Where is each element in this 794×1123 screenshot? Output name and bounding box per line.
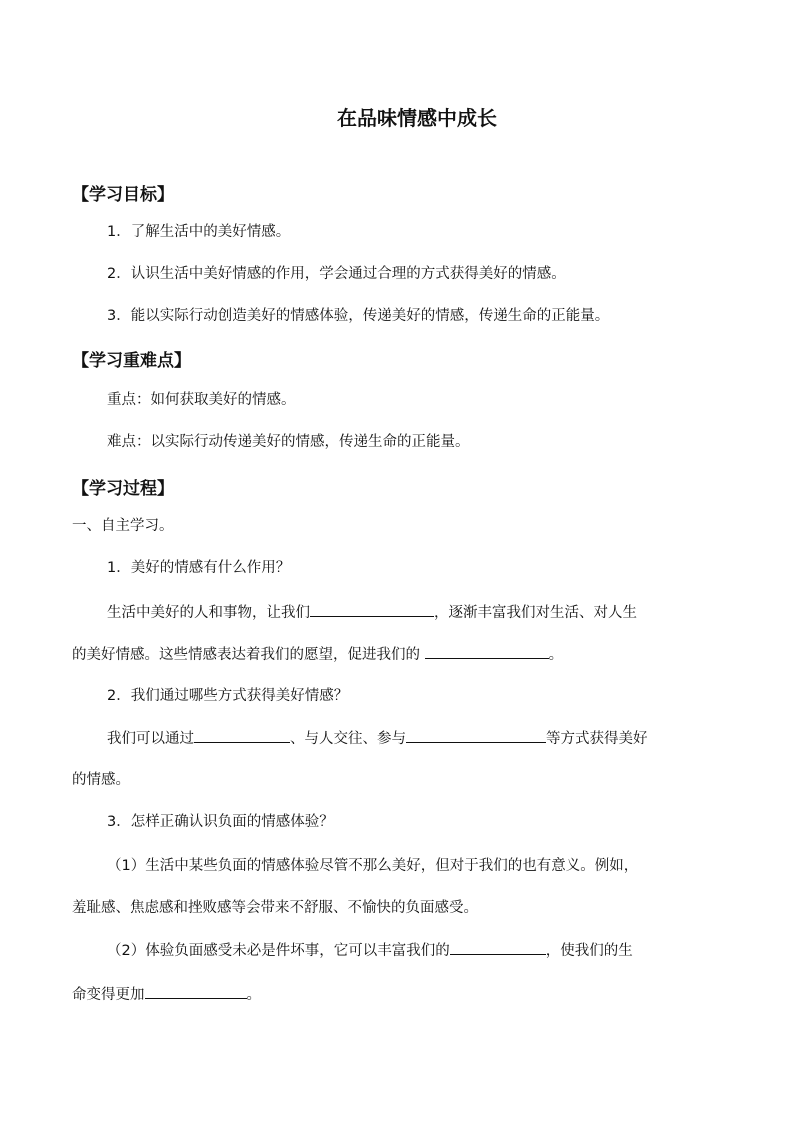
q3-text-a: （2）体验负面感受未必是件坏事，它可以丰富我们的 (107, 943, 450, 959)
q1-text-d: 。 (548, 647, 564, 663)
q1-text-c: 的美好情感。这些情感表达着我们的愿望，促进我们的 (72, 647, 420, 663)
q2-blank-1[interactable] (194, 728, 290, 743)
section-heading-key-points: 【学习重难点】 (72, 351, 191, 371)
goal-item-2: 2．认识生活中美好情感的作用，学会通过合理的方式获得美好的情感。 (107, 266, 566, 282)
q1-text-b: ，逐渐丰富我们对生活、对人生 (434, 605, 637, 621)
page-title: 在品味情感中成长 (337, 106, 497, 130)
question-1-line-2 (72, 644, 563, 665)
goal-item-3: 3．能以实际行动创造美好的情感体验，传递美好的情感，传递生命的正能量。 (107, 308, 610, 324)
q2-text-a: 我们可以通过 (107, 731, 194, 747)
question-3-para-1-line-2: 羞耻感、焦虑感和挫败感等会带来不舒服、不愉快的负面感受。 (72, 900, 478, 916)
question-3-para-2-line-1 (107, 940, 633, 961)
q1-text-a: 生活中美好的人和事物，让我们 (107, 605, 310, 621)
q3-blank-1[interactable] (450, 940, 546, 955)
q2-text-b: 、与人交往、参与 (290, 731, 406, 747)
question-3-para-2-line-2 (72, 984, 261, 1005)
q3-text-b: ，使我们的生 (545, 943, 633, 959)
q2-text-c: 等方式获得美好 (546, 731, 648, 747)
q3-text-c: 命变得更加 (72, 987, 145, 1003)
q3-blank-2[interactable] (145, 984, 247, 999)
difficulty-point: 难点：以实际行动传递美好的情感，传递生命的正能量。 (107, 434, 470, 450)
question-1-title: 1．美好的情感有什么作用？ (107, 560, 291, 576)
q1-blank-1[interactable] (310, 602, 434, 617)
goal-item-1: 1．了解生活中的美好情感。 (107, 224, 291, 240)
section-heading-process: 【学习过程】 (72, 479, 174, 499)
q1-blank-2[interactable] (425, 644, 549, 659)
part-self-study: 一、自主学习。 (72, 518, 174, 534)
question-2-title: 2．我们通过哪些方式获得美好情感？ (107, 688, 349, 704)
q2-blank-2[interactable] (406, 728, 546, 743)
question-2-line-2: 的情感。 (72, 772, 130, 788)
q3-text-d: 。 (246, 987, 261, 1003)
section-heading-goals: 【学习目标】 (72, 185, 174, 205)
question-3-title: 3．怎样正确认识负面的情感体验？ (107, 814, 334, 830)
question-2-line-1 (107, 728, 648, 749)
focus-point: 重点：如何获取美好的情感。 (107, 392, 296, 408)
question-3-para-1-line-1: （1）生活中某些负面的情感体验尽管不那么美好，但对于我们的也有意义。例如， (107, 858, 639, 874)
question-1-line-1 (107, 602, 637, 623)
